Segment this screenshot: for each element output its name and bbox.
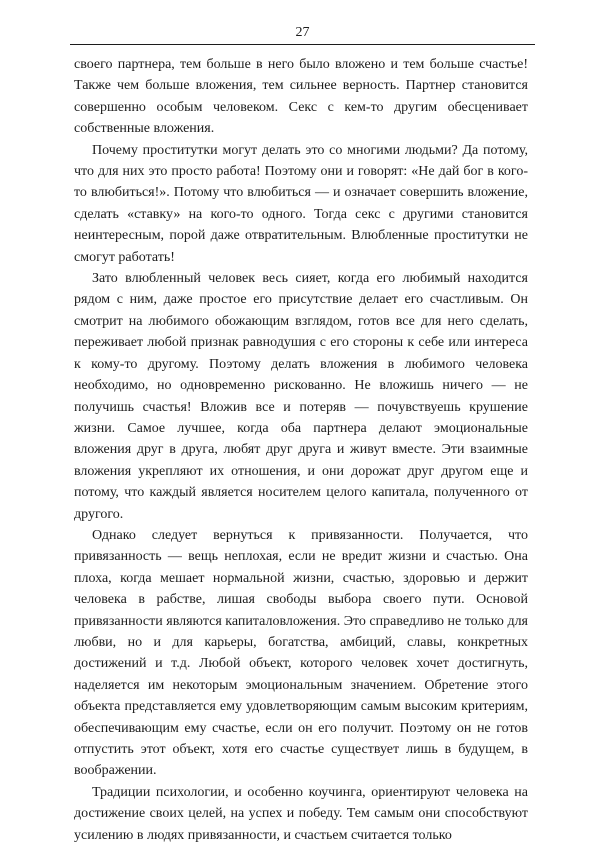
paragraph: Зато влюбленный человек весь сияет, когда его любимый находится рядом с ним, даже простое его присутствие делает его счастливым. Он смотрит на любимого обожающим взглядом, готов все для него сделать, переживает любой признак равнодушия с его стороны к себе или интереса к кому-то другому. Поэтому делать вложения в любимого человека необходимо, но одновременно рискованно. Не вложишь ничего — не получишь счастья! Вложив все и потеряв — почувствуешь крушение жизни. Самое лучшее, когда оба партнера делают эмоциональные вложения друг в друга, любят друг друга и живут вместе. Эти взаимные вложения укрепляют их отношения, и они дорожат друг другом еще и потому, что каждый является носителем целого капитала, полученного от другого. bbox=[74, 271, 528, 522]
paragraph: Однако следует вернуться к привязанности. Получается, что привязанность — вещь неплохая, если не вредит жизни и счастью. Она плоха, когда мешает нормальной жизни, счастью, здоровью и держит человека в рабстве, лишая свободы выбора своего пути. Основой привязанности являются капиталовложения. Это справедливо не только для любви, но и для карьеры, богатства, амбиций, славы, конкретных достижений и т.д. Любой объект, которого человек хочет достигнуть, наделяется им некоторым эмоциональным значением. Обретение этого объекта представляется ему удовлетворяющим самым высоким критериям, обеспечивающим ему счастье, если он его получит. Поэтому он не готов отпустить этот объект, хотя его счастье существует лишь в будущем, в воображении. bbox=[74, 527, 528, 779]
paragraph: своего партнера, тем больше в него было вложено и тем больше счастье! Также чем больше вложения, тем сильнее верность. Партнер становится совершенно особым человеком. Секс с кем-то другим обесценивает собственные вложения. bbox=[74, 57, 528, 137]
page-number: 27 bbox=[295, 25, 310, 40]
paragraph: Почему проститутки могут делать это со многими людьми? Да потому, что для них это просто работа! Поэтому они и говорят: «Не дай бог в кого-то влюбиться!». Потому что влюбиться — и означает совершить вложение, сделать «ставку» на кого-то одного. Тогда секс с другими становится неинтересным, порой даже отвратительным. Влюбленные проститутки не смогут работать! bbox=[74, 142, 528, 265]
text-column bbox=[74, 54, 528, 846]
paragraph: Традиции психологии, и особенно коучинга, ориентируют человека на достижение своих целей, на успех и победу. Тем самым они способствуют усилению в людях привязанности, и счастьем считается только bbox=[74, 784, 528, 843]
header-rule bbox=[70, 44, 535, 45]
page-header bbox=[70, 26, 535, 48]
